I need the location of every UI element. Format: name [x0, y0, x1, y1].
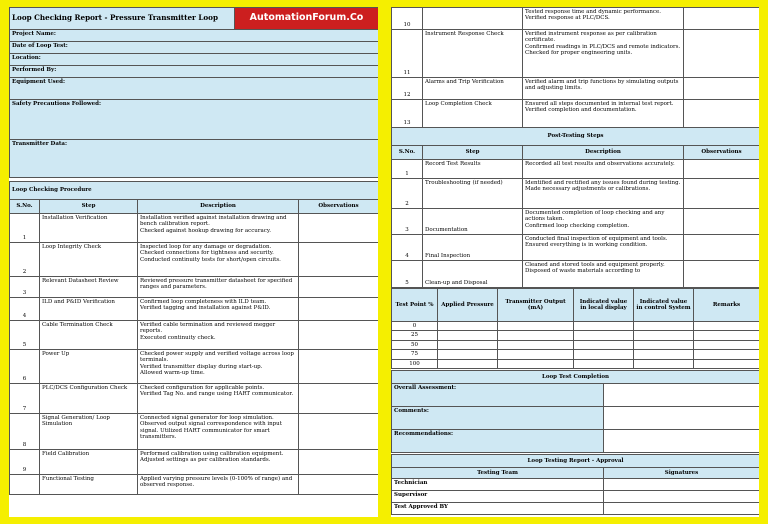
table-row: 11 Instrument Response Check Verified instrument response as per calibration certificate. Confirmed readings in PLC/DCS and remote indicators. Checked for proper engineering units.	[392, 30, 760, 78]
col-remarks: Remarks	[694, 289, 760, 322]
comments-input[interactable]	[604, 407, 760, 430]
table-row: 1 Installation Verification Installation verified against installation drawing and bench calibration report. Checked against hookup drawing for accuracy.	[10, 214, 379, 243]
table-row: 3 Relevant Datasheet Review Reviewed pressure transmitter datasheet for specified ranges and parameters.	[10, 277, 379, 298]
table-row: 50	[392, 340, 760, 349]
table-row: 4 ILD and P&ID Verification Confirmed loop completeness with ILD team. Verified tagging and installation against P&ID.	[10, 298, 379, 321]
table-row: 75	[392, 350, 760, 359]
observation-cell[interactable]	[299, 298, 379, 321]
col-description: Description	[138, 200, 299, 214]
col-applied-pressure: Applied Pressure	[438, 289, 498, 322]
table-row: 7 PLC/DCS Configuration Check Checked configuration for applicable points. Verified Tag No. and range using HART communicator.	[10, 384, 379, 414]
table-row: 13 Loop Completion Check Ensured all steps documented in internal test report. Verified completion and documentation.	[392, 100, 760, 128]
observation-cell[interactable]	[684, 235, 760, 261]
approval-title: Loop Testing Report - Approval	[392, 455, 760, 468]
field-transmitter-data[interactable]: Transmitter Data:	[10, 140, 379, 178]
col-observations: Observations	[299, 200, 379, 214]
observation-cell[interactable]	[299, 475, 379, 495]
observation-cell[interactable]	[684, 179, 760, 209]
field-recommendations: Recommendations:	[392, 430, 604, 453]
signature-approved-by[interactable]	[604, 503, 760, 515]
table-row: 25	[392, 331, 760, 340]
table-row: 4 Final Inspection Conducted final inspection of equipment and tools. Ensured everything is in working condition.	[392, 235, 760, 261]
col-observations: Observations	[684, 146, 760, 160]
observation-cell[interactable]	[684, 78, 760, 100]
field-safety-precautions[interactable]: Safety Precautions Followed:	[10, 100, 379, 140]
completion-table	[391, 370, 759, 453]
col-sno: S.No.	[392, 146, 423, 160]
table-row: 2 Troubleshooting (if needed) Identified and rectified any issues found during testing. Made necessary adjustments or calibrations.	[392, 179, 760, 209]
col-local-display: Indicated value in local display	[574, 289, 634, 322]
observation-cell[interactable]	[684, 100, 760, 128]
table-row: 0	[392, 322, 760, 331]
recommendations-input[interactable]	[604, 430, 760, 453]
approval-table	[391, 454, 759, 515]
col-testing-team: Testing Team	[392, 468, 604, 479]
report-title: Loop Checking Report - Pressure Transmitter Loop	[10, 8, 235, 30]
right-page	[391, 7, 759, 517]
observation-cell[interactable]	[299, 450, 379, 475]
procedure-table-continued	[391, 7, 759, 288]
overall-assessment-input[interactable]	[604, 384, 760, 407]
field-comments: Comments:	[392, 407, 604, 430]
col-test-point: Test Point %	[392, 289, 438, 322]
col-signatures: Signatures	[604, 468, 760, 479]
completion-title: Loop Test Completion	[392, 371, 760, 384]
observation-cell[interactable]	[684, 261, 760, 288]
observation-cell[interactable]	[684, 30, 760, 78]
col-transmitter-output: Transmitter Output (mA)	[498, 289, 574, 322]
table-row: 5 Clean-up and Disposal Cleaned and stored tools and equipment properly. Disposed of waste materials according to	[392, 261, 760, 288]
role-supervisor: Supervisor	[392, 491, 604, 503]
field-location[interactable]: Location:	[10, 54, 379, 66]
observation-cell[interactable]	[299, 277, 379, 298]
post-testing-title: Post-Testing Steps	[392, 128, 760, 146]
table-row: 8 Signal Generation/ Loop Simulation Connected signal generator for loop simulation. Observed output signal correspondence with input signal. Utilized HART communicator for smart transmitters.	[10, 414, 379, 450]
signature-technician[interactable]	[604, 479, 760, 491]
table-row: 6 Power Up Checked power supply and verified voltage across loop terminals. Verified transmitter display during start-up. Allowed warm-up time.	[10, 350, 379, 384]
col-control-system: Indicated value in control System	[634, 289, 694, 322]
role-test-approved-by: Test Approved BY	[392, 503, 604, 515]
col-sno: S.No.	[10, 200, 40, 214]
observation-cell[interactable]	[299, 350, 379, 384]
field-equipment-used[interactable]: Equipment Used:	[10, 78, 379, 100]
observation-cell[interactable]	[684, 209, 760, 235]
field-date-of-loop-test[interactable]: Date of Loop Test:	[10, 42, 379, 54]
signature-supervisor[interactable]	[604, 491, 760, 503]
observation-cell[interactable]	[684, 8, 760, 30]
table-row: 5 Cable Termination Check Verified cable termination and reviewed megger reports. Executed continuity check.	[10, 321, 379, 350]
left-page	[9, 7, 378, 517]
table-row: 10 Tested response time and dynamic performance. Verified response at PLC/DCS.	[392, 8, 760, 30]
table-row: 100	[392, 359, 760, 368]
field-performed-by[interactable]: Performed By:	[10, 66, 379, 78]
field-overall-assessment: Overall Assessment:	[392, 384, 604, 407]
procedure-table	[9, 181, 378, 495]
table-row: Functional Testing Applied varying pressure levels (0-100% of range) and observed response.	[10, 475, 379, 495]
table-row: 9 Field Calibration Performed calibration using calibration equipment. Adjusted settings as per calibration standards.	[10, 450, 379, 475]
table-row: 2 Loop Integrity Check Inspected loop for any damage or degradation. Checked connections for tightness and security. Conducted continuity tests for short/open circuits.	[10, 243, 379, 277]
field-project-name[interactable]: Project Name:	[10, 30, 379, 42]
observation-cell[interactable]	[299, 214, 379, 243]
test-point-table	[391, 288, 759, 369]
table-row: 3 Documentation Documented completion of loop checking and any actions taken. Confirmed loop checking completion.	[392, 209, 760, 235]
col-step: Step	[40, 200, 138, 214]
col-description: Description	[523, 146, 684, 160]
table-row: 1 Record Test Results Recorded all test results and observations accurately.	[392, 160, 760, 179]
report-info-table	[9, 7, 378, 178]
procedure-left-body	[10, 214, 379, 495]
observation-cell[interactable]	[299, 321, 379, 350]
observation-cell[interactable]	[299, 414, 379, 450]
col-step: Step	[423, 146, 523, 160]
observation-cell[interactable]	[299, 243, 379, 277]
brand-logo: AutomationForum.Co	[235, 8, 379, 30]
role-technician: Technician	[392, 479, 604, 491]
observation-cell[interactable]	[684, 160, 760, 179]
table-row: 12 Alarms and Trip Verification Verified alarm and trip functions by simulating outputs and adjusting limits.	[392, 78, 760, 100]
procedure-title: Loop Checking Procedure	[10, 182, 379, 200]
observation-cell[interactable]	[299, 384, 379, 414]
